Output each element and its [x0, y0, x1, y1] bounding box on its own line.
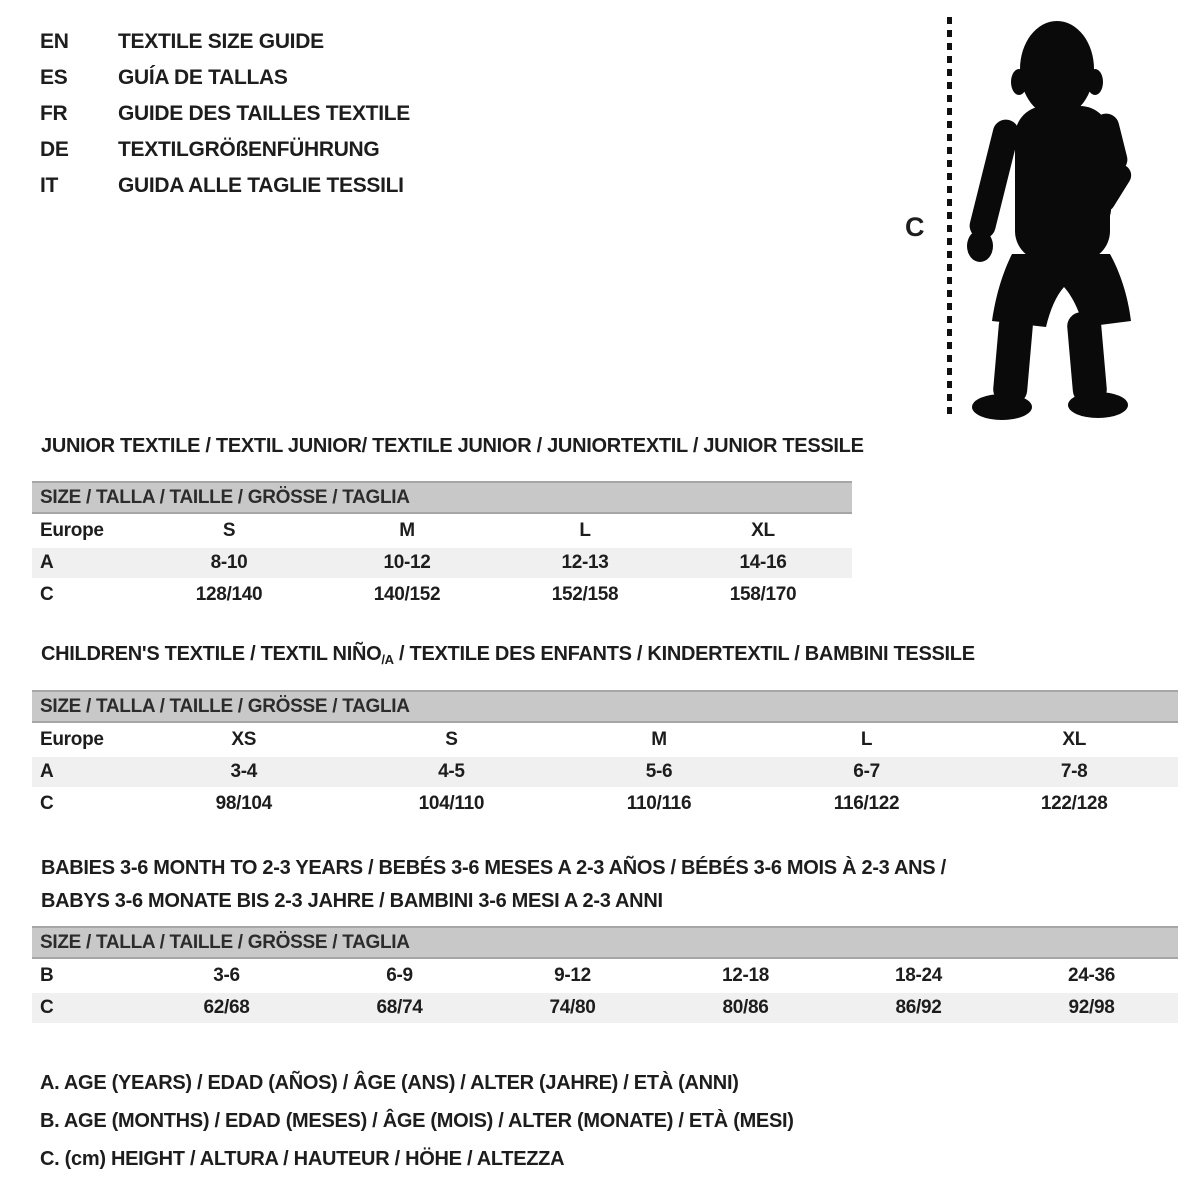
table-cell: 4-5: [438, 761, 465, 782]
language-code: EN: [40, 30, 69, 53]
table-cell: 152/158: [551, 584, 619, 605]
table-cell: 68/74: [376, 997, 423, 1018]
legend-line-b: B. AGE (MONTHS) / EDAD (MESES) / ÂGE (MOIS) / ALTER (MONATE) / ETÀ (MESI): [40, 1109, 794, 1132]
table-cell: 24-36: [1067, 965, 1116, 986]
baby-ear-left: [1011, 69, 1027, 95]
table-cell: 74/80: [549, 997, 596, 1018]
children-title-sub: /A: [381, 652, 394, 667]
size-header-label: SIZE / TALLA / TAILLE / GRÖSSE / TAGLIA: [40, 695, 410, 717]
table-cell: XL: [1062, 729, 1087, 750]
height-measure-dashed-line: [947, 17, 952, 417]
guide-title-fr: GUIDE DES TAILLES TEXTILE: [118, 102, 410, 125]
language-code: ES: [40, 66, 68, 89]
table-row-months: [32, 961, 1178, 991]
table-cell: L: [579, 520, 591, 541]
size-header-bar: [32, 481, 852, 514]
table-row-height: [32, 580, 852, 610]
junior-section-title: JUNIOR TEXTILE / TEXTIL JUNIOR/ TEXTILE JUNIOR / JUNIORTEXTIL / JUNIOR TESSILE: [41, 435, 864, 457]
language-row-es: [40, 60, 410, 96]
table-cell: 7-8: [1060, 761, 1088, 782]
junior-size-table: [32, 481, 852, 610]
table-cell: 62/68: [203, 997, 250, 1018]
size-header-bar: [32, 690, 1178, 723]
table-row-height: [32, 993, 1178, 1023]
toddler-silhouette: [960, 16, 1140, 422]
table-cell: 128/140: [195, 584, 263, 605]
row-label: Europe: [40, 520, 104, 541]
table-cell: 122/128: [1040, 793, 1108, 814]
guide-title-it: GUIDA ALLE TAGLIE TESSILI: [118, 174, 404, 197]
table-cell: 158/170: [729, 584, 797, 605]
language-row-fr: [40, 96, 410, 132]
table-cell: 8-10: [210, 552, 248, 573]
language-row-en: [40, 24, 410, 60]
table-cell: 140/152: [373, 584, 441, 605]
legend-line-c: C. (cm) HEIGHT / ALTURA / HAUTEUR / HÖHE / ALTEZZA: [40, 1147, 565, 1170]
baby-ear-right: [1087, 69, 1103, 95]
row-label: C: [40, 997, 54, 1018]
row-label: Europe: [40, 729, 104, 750]
guide-title-es: GUÍA DE TALLAS: [118, 66, 288, 89]
babies-title-line1: BABIES 3-6 MONTH TO 2-3 YEARS / BEBÉS 3-6 MESES A 2-3 AÑOS / BÉBÉS 3-6 MOIS À 2-3 ANS /: [41, 857, 946, 879]
table-cell: 110/116: [626, 793, 692, 814]
children-section-title: [41, 643, 975, 666]
table-cell: 6-9: [386, 965, 413, 986]
table-cell: 9-12: [554, 965, 591, 986]
language-row-it: [40, 168, 410, 204]
babies-title-line2: BABYS 3-6 MONATE BIS 2-3 JAHRE / BAMBINI 3-6 MESI A 2-3 ANNI: [41, 890, 663, 912]
language-code: DE: [40, 138, 69, 161]
table-cell: S: [445, 729, 458, 750]
size-header-label: SIZE / TALLA / TAILLE / GRÖSSE / TAGLIA: [40, 486, 410, 508]
table-cell: 14-16: [739, 552, 787, 573]
table-cell: M: [651, 729, 667, 750]
table-cell: XL: [751, 520, 775, 541]
baby-hand-right: [1087, 196, 1111, 224]
size-header-label: SIZE / TALLA / TAILLE / GRÖSSE / TAGLIA: [40, 931, 410, 953]
table-cell: L: [860, 729, 873, 750]
children-title-rest: / TEXTILE DES ENFANTS / KINDERTEXTIL / BAMBINI TESSILE: [393, 643, 975, 665]
table-cell: S: [222, 520, 236, 541]
table-cell: 80/86: [722, 997, 769, 1018]
guide-title-en: TEXTILE SIZE GUIDE: [118, 30, 324, 53]
table-cell: 3-6: [213, 965, 240, 986]
language-code: IT: [40, 174, 59, 197]
height-measure-label: C: [905, 212, 925, 242]
table-cell: 12-13: [561, 552, 609, 573]
table-row-europe: [32, 725, 1178, 755]
table-cell: 18-24: [894, 965, 943, 986]
guide-title-de: TEXTILGRÖßENFÜHRUNG: [118, 138, 380, 161]
babies-section-title: [41, 852, 946, 918]
baby-head: [1020, 21, 1094, 117]
children-title-main: CHILDREN'S TEXTILE / TEXTIL NIÑO: [41, 643, 382, 665]
baby-leg-left: [992, 311, 1034, 406]
table-cell: XS: [231, 729, 257, 750]
size-header-bar: [32, 926, 1178, 959]
children-size-table: [32, 690, 1178, 819]
table-cell: 10-12: [383, 552, 431, 573]
table-row-europe: [32, 516, 852, 546]
row-label: A: [40, 552, 54, 573]
baby-hand-left: [967, 230, 993, 262]
baby-foot-left: [972, 394, 1032, 420]
table-cell: 116/122: [833, 793, 900, 814]
table-row-age: [32, 757, 1178, 787]
table-cell: 12-18: [721, 965, 770, 986]
legend-line-a: A. AGE (YEARS) / EDAD (AÑOS) / ÂGE (ANS) / ALTER (JAHRE) / ETÀ (ANNI): [40, 1071, 739, 1094]
row-label: B: [40, 965, 54, 986]
language-row-de: [40, 132, 410, 168]
row-label: A: [40, 761, 54, 782]
table-cell: 6-7: [853, 761, 880, 782]
table-row-age: [32, 548, 852, 578]
table-cell: 92/98: [1068, 997, 1115, 1018]
row-label: C: [40, 584, 54, 605]
language-title-list: [40, 24, 410, 204]
table-cell: 86/92: [895, 997, 942, 1018]
table-cell: 98/104: [215, 793, 272, 814]
measurement-legend: [40, 1064, 794, 1178]
table-cell: M: [399, 520, 415, 541]
language-code: FR: [40, 102, 68, 125]
table-cell: 5-6: [645, 761, 673, 782]
row-label: C: [40, 793, 54, 814]
baby-arm-left: [967, 117, 1022, 242]
table-row-height: [32, 789, 1178, 819]
table-cell: 104/110: [418, 793, 485, 814]
baby-foot-right: [1068, 392, 1128, 418]
babies-size-table: [32, 926, 1178, 1023]
table-cell: 3-4: [230, 761, 258, 782]
